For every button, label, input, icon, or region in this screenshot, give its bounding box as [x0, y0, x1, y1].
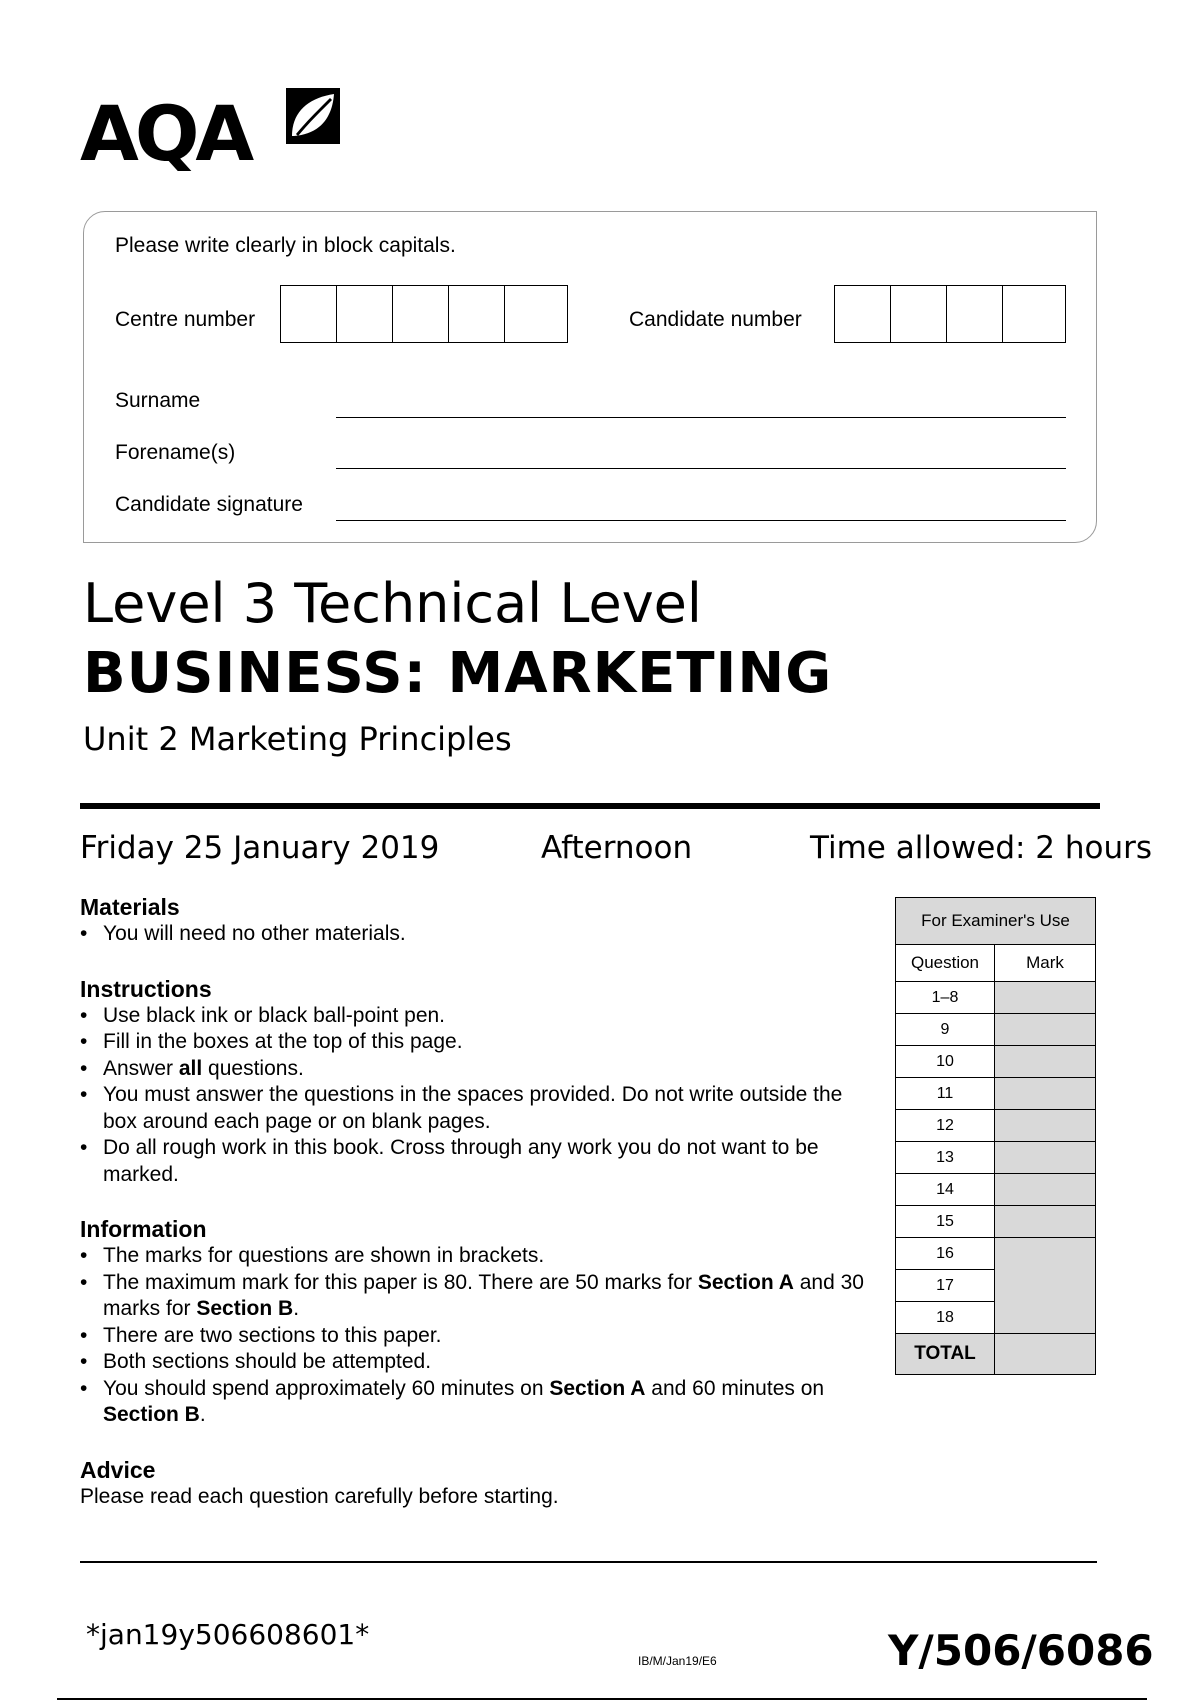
leaf-icon	[282, 86, 340, 146]
question-number: 1–8	[896, 982, 995, 1014]
list-item: • You must answer the questions in the spaces provided. Do not write outside the box around each page or on blank pages.	[80, 1082, 880, 1135]
candidate-number-label: Candidate number	[629, 308, 802, 331]
advice-heading: Advice	[80, 1456, 156, 1483]
table-row	[896, 1238, 1096, 1270]
table-row	[896, 1014, 1096, 1046]
centre-digit-box[interactable]	[449, 286, 505, 342]
candidate-number-boxes[interactable]	[834, 285, 1066, 343]
table-row	[896, 1142, 1096, 1174]
subject-title: BUSINESS: MARKETING	[83, 641, 833, 706]
paper-reference: IB/M/Jan19/E6	[638, 1654, 717, 1668]
mark-cell[interactable]	[995, 1238, 1096, 1334]
question-number: 10	[896, 1046, 995, 1078]
forenames-label: Forename(s)	[115, 441, 236, 464]
materials-list	[80, 921, 880, 948]
list-item: • You should spend approximately 60 minutes on Section A and 60 minutes on Section B.	[80, 1376, 880, 1429]
unit-title: Unit 2 Marketing Principles	[83, 720, 512, 758]
examiners-use-table	[895, 897, 1096, 1375]
table-row	[896, 1046, 1096, 1078]
question-number: 16	[896, 1238, 995, 1270]
question-number: 15	[896, 1206, 995, 1238]
mark-cell[interactable]	[995, 1174, 1096, 1206]
table-row	[896, 982, 1096, 1014]
signature-label: Candidate signature	[115, 493, 303, 516]
question-number: 9	[896, 1014, 995, 1046]
list-item: • You will need no other materials.	[80, 921, 880, 948]
centre-number-label: Centre number	[115, 308, 256, 331]
title-divider	[80, 803, 1100, 809]
logo-text: AQA	[80, 89, 251, 178]
qualification-level: Level 3 Technical Level	[83, 572, 702, 635]
surname-label: Surname	[115, 389, 201, 412]
time-allowed: Time allowed: 2 hours	[810, 830, 1153, 866]
forenames-line[interactable]	[336, 468, 1066, 469]
information-heading: Information	[80, 1216, 207, 1242]
centre-number-boxes[interactable]	[280, 285, 568, 343]
total-label: TOTAL	[896, 1334, 995, 1375]
table-row	[896, 1206, 1096, 1238]
mark-cell[interactable]	[995, 1078, 1096, 1110]
question-number: 17	[896, 1270, 995, 1302]
table-row	[896, 1078, 1096, 1110]
centre-digit-box[interactable]	[393, 286, 449, 342]
exam-date: Friday 25 January 2019	[80, 830, 440, 866]
bottom-edge-line	[57, 1698, 1147, 1700]
table-row	[896, 1174, 1096, 1206]
advice-text: Please read each question carefully before starting.	[80, 1484, 559, 1508]
list-item: • The marks for questions are shown in brackets.	[80, 1243, 880, 1270]
list-item: • Fill in the boxes at the top of this page.	[80, 1029, 880, 1056]
mark-column-header: Mark	[995, 945, 1096, 982]
list-item: • Answer all questions.	[80, 1056, 880, 1083]
barcode-text: *jan19y506608601*	[86, 1618, 370, 1651]
question-number: 13	[896, 1142, 995, 1174]
total-row	[896, 1334, 1096, 1375]
table-row	[896, 1110, 1096, 1142]
exam-session: Afternoon	[541, 830, 693, 866]
question-number: 11	[896, 1078, 995, 1110]
signature-line[interactable]	[336, 520, 1066, 521]
list-item: • Do all rough work in this book. Cross through any work you do not want to be marked.	[80, 1135, 880, 1188]
mark-cell[interactable]	[995, 1206, 1096, 1238]
centre-digit-box[interactable]	[337, 286, 393, 342]
candidate-digit-box[interactable]	[891, 286, 947, 342]
list-item: • Both sections should be attempted.	[80, 1349, 880, 1376]
question-number: 18	[896, 1302, 995, 1334]
mark-cell[interactable]	[995, 1014, 1096, 1046]
block-capitals-instruction: Please write clearly in block capitals.	[115, 234, 456, 257]
examiners-use-heading: For Examiner's Use	[896, 898, 1096, 945]
question-number: 12	[896, 1110, 995, 1142]
question-column-header: Question	[896, 945, 995, 982]
list-item: • There are two sections to this paper.	[80, 1323, 880, 1350]
mark-cell[interactable]	[995, 982, 1096, 1014]
materials-heading: Materials	[80, 894, 180, 920]
footer-divider	[80, 1561, 1097, 1563]
surname-line[interactable]	[336, 417, 1066, 418]
aqa-logo	[80, 86, 350, 186]
instructions-heading: Instructions	[80, 975, 212, 1002]
front-page-content	[80, 893, 880, 1510]
candidate-digit-box[interactable]	[947, 286, 1003, 342]
candidate-digit-box[interactable]	[835, 286, 891, 342]
mark-cell[interactable]	[995, 1142, 1096, 1174]
question-number: 14	[896, 1174, 995, 1206]
candidate-digit-box[interactable]	[1003, 286, 1059, 342]
centre-digit-box[interactable]	[505, 286, 561, 342]
total-mark-cell[interactable]	[995, 1334, 1096, 1375]
instructions-list	[80, 1003, 880, 1189]
mark-cell[interactable]	[995, 1046, 1096, 1078]
paper-code: Y/506/6086	[888, 1626, 1154, 1675]
list-item: • The maximum mark for this paper is 80. There are 50 marks for Section A and 30 marks for Section B.	[80, 1270, 880, 1323]
centre-digit-box[interactable]	[281, 286, 337, 342]
information-list	[80, 1243, 880, 1429]
candidate-details-box	[83, 211, 1097, 543]
mark-cell[interactable]	[995, 1110, 1096, 1142]
list-item: • Use black ink or black ball-point pen.	[80, 1003, 880, 1030]
